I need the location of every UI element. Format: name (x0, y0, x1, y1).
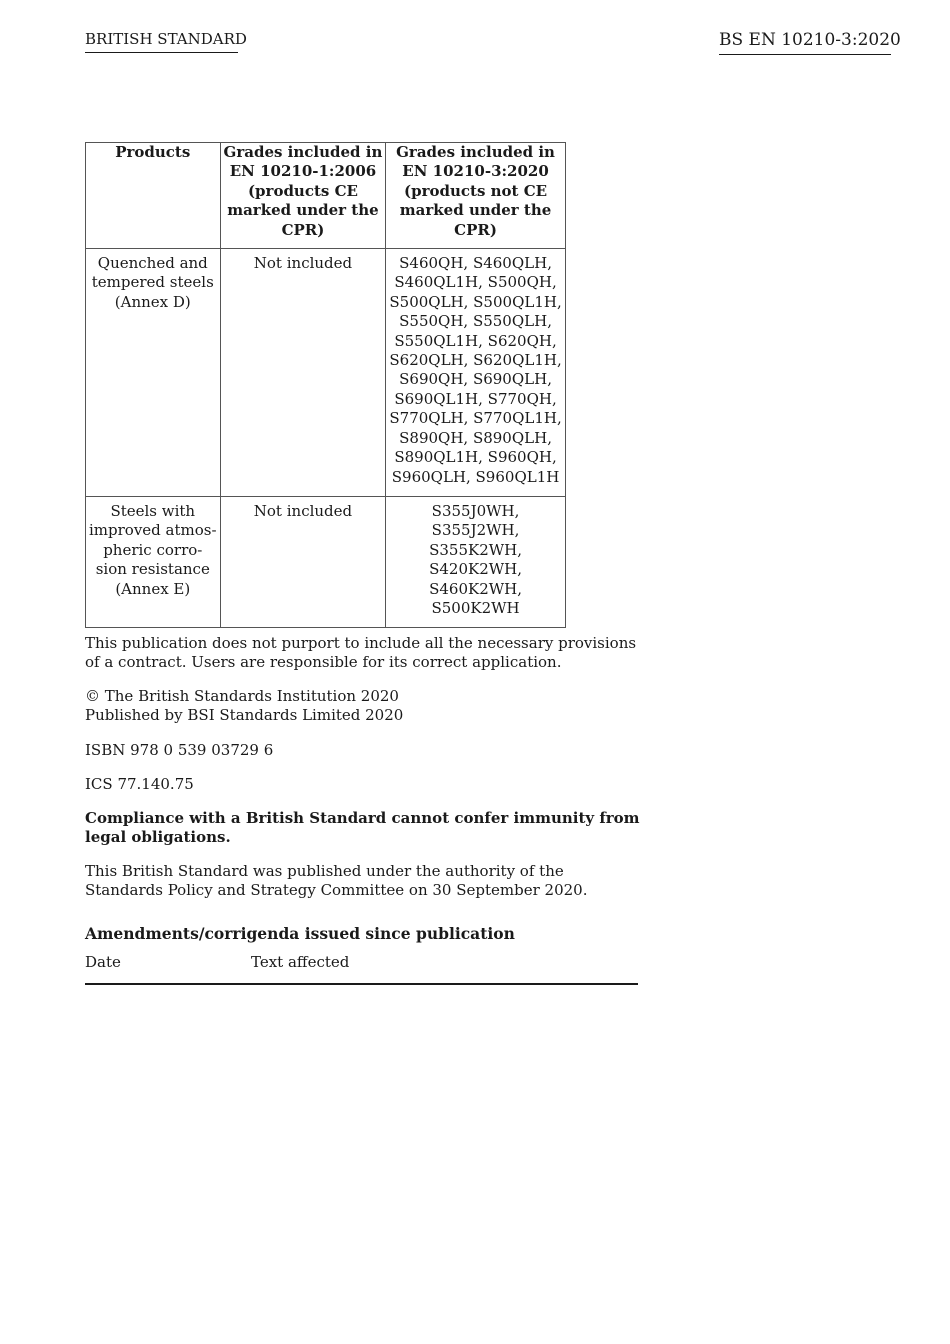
cell-line: Quenched and (97, 254, 208, 273)
cell-line: Not included (253, 501, 353, 520)
header-line: (products not CE (404, 181, 548, 200)
header-line: EN 10210-1:2006 (229, 162, 377, 181)
cell-line: Steels with (110, 501, 196, 520)
table-header-row (86, 143, 566, 249)
header-publisher: BRITISH STANDARD (85, 30, 238, 53)
header-line: Grades included in (396, 143, 555, 161)
cell-line: S355J2WH, (431, 521, 520, 540)
header-line: Grades included in (223, 143, 383, 161)
cell-product (86, 496, 221, 627)
cell-en2006 (220, 249, 386, 497)
cell-line: Not included (253, 254, 353, 273)
header-line: (products CE (247, 181, 358, 200)
compliance-line: legal obligations. (85, 828, 231, 847)
copyright-paragraph (85, 687, 645, 726)
cell-line: S890QL1H, S960QH, (394, 448, 557, 467)
authority-line: Standards Policy and Strategy Committee on 30 September 2020. (85, 881, 588, 900)
header-line: EN 10210-3:2020 (402, 162, 549, 181)
disclaimer-paragraph (85, 634, 645, 673)
amendments-date-column: Date (85, 953, 121, 971)
cell-line: sion resistance (95, 560, 210, 579)
cell-line: S420K2WH, (429, 560, 523, 579)
ics-code: ICS 77.140.75 (85, 775, 194, 793)
cell-line: tempered steels (91, 273, 214, 292)
disclaimer-line: of a contract. Users are responsible for its correct application. (85, 653, 562, 672)
cell-line: S460QL1H, S500QH, (394, 273, 557, 292)
cell-line: S550QL1H, S620QH, (394, 331, 557, 350)
header-line: Products (115, 143, 191, 161)
cell-line: improved atmos- (89, 521, 217, 540)
header-products (86, 143, 221, 249)
cell-line: S690QH, S690QLH, (399, 370, 552, 389)
cell-product (86, 249, 221, 497)
isbn: ISBN 978 0 539 03729 6 (85, 741, 274, 759)
grades-table (85, 142, 566, 628)
table-row (86, 249, 566, 497)
cell-line: S620QLH, S620QL1H, (389, 351, 562, 370)
amendments-title: Amendments/corrigenda issued since publication (85, 924, 515, 943)
authority-paragraph (85, 862, 645, 901)
cell-line: pheric corro- (103, 540, 203, 559)
cell-en2020 (386, 249, 565, 497)
cell-line: S960QLH, S960QL1H (391, 467, 560, 486)
cell-line: (Annex D) (114, 292, 191, 311)
cell-line: S500K2WH (431, 598, 520, 617)
header-en-10210-1-2006 (220, 143, 386, 249)
compliance-line: Compliance with a British Standard cannot confer immunity from (85, 809, 640, 827)
compliance-statement (85, 809, 645, 848)
amendments-text-column: Text affected (251, 953, 350, 971)
header-line: marked under the (227, 201, 379, 220)
table-row (86, 496, 566, 627)
cell-line: (Annex E) (115, 579, 191, 598)
disclaimer-line: This publication does not purport to include all the necessary provisions (85, 634, 637, 652)
cell-line: S355J0WH, (431, 501, 520, 520)
cell-en2006 (220, 496, 386, 627)
cell-line: S890QH, S890QLH, (399, 428, 552, 447)
cell-line: S460K2WH, (429, 579, 523, 598)
header-line: CPR) (281, 220, 325, 239)
cell-line: S690QL1H, S770QH, (394, 389, 557, 408)
header-line: marked under the (399, 201, 552, 220)
cell-en2020 (386, 496, 565, 627)
amendments-table-header (85, 953, 638, 985)
copyright-line: © The British Standards Institution 2020 (85, 687, 399, 705)
cell-line: S355K2WH, (429, 540, 523, 559)
cell-line: S460QH, S460QLH, (399, 254, 552, 273)
cell-line: S500QLH, S500QL1H, (389, 292, 562, 311)
cell-line: S550QH, S550QLH, (399, 312, 552, 331)
publisher-line: Published by BSI Standards Limited 2020 (85, 706, 404, 725)
authority-line: This British Standard was published under the authority of the (85, 862, 564, 880)
header-en-10210-3-2020 (386, 143, 565, 249)
cell-line: S770QLH, S770QL1H, (389, 409, 562, 428)
header-standard-number: BS EN 10210-3:2020 (719, 30, 891, 55)
header-line: CPR) (454, 220, 497, 239)
